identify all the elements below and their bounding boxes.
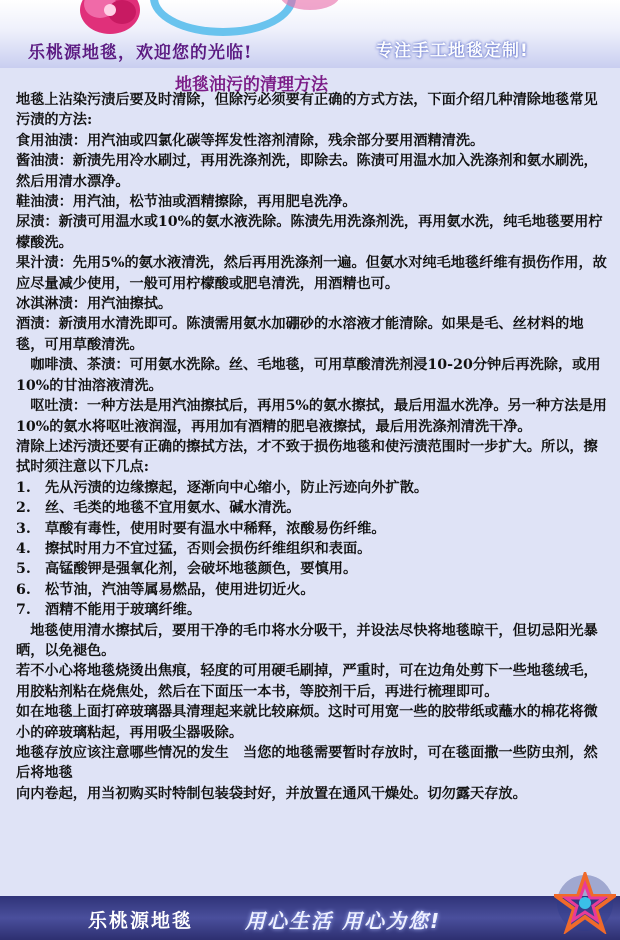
footer-banner — [0, 896, 620, 940]
article-paragraph: 2. 丝、毛类的地毯不宜用氨水、碱水清洗。 — [16, 500, 301, 517]
footer-slogan: 用心生活 用心为您! — [245, 909, 442, 933]
article-paragraph: 4. 擦拭时用力不宜过猛，否则会损伤纤维组织和表面。 — [16, 540, 372, 557]
article-paragraph: 5. 高锰酸钾是强氧化剂，会破坏地毯颜色，要慎用。 — [16, 561, 358, 578]
footer-brand: 乐桃源地毯 — [88, 910, 194, 932]
article-paragraph: 呕吐渍：一种方法是用汽油擦拭后，再用5%的氨水擦拭，最后用温水洗净。另一种方法是用10%的氨水将呕吐液润湿，再用加有酒精的肥皂液擦拭，最后用洗涤剂清洗干净。 — [16, 398, 607, 435]
article-paragraph: 地毯存放应该注意哪些情况的发生 当您的地毯需要暂时存放时，可在毯面撒一些防虫剂，然后将地毯 — [16, 745, 598, 782]
article-paragraph: 酒渍：新渍用水清洗即可。陈渍需用氨水加硼砂的水溶液才能清除。如果是毛、丝材料的地毯，可用草酸清洗。 — [16, 316, 584, 353]
flower-decoration-icon — [70, 0, 150, 38]
article-paragraph: 如在地毯上面打碎玻璃器具清理起来就比较麻烦。这时可用宽一些的胶带纸或蘸水的棉花将微小的碎玻璃粘起，再用吸尘器吸除。 — [16, 704, 598, 741]
article-paragraph: 向内卷起，用当初购买时特制包装袋封好，并放置在通风干燥处。切勿露天存放。 — [16, 785, 527, 802]
header-banner — [0, 0, 620, 68]
article-body — [16, 90, 610, 804]
header-brand-text: 乐桃源地毯，欢迎您的光临! — [28, 43, 253, 63]
article-paragraph: 若不小心将地毯烧烫出焦痕，轻度的可用硬毛刷掉，严重时，可在边角处剪下一些地毯绒毛，用胶粘剂粘在烧焦处，然后在下面压一本书，等胶剂干后，再进行梳理即可。 — [16, 663, 598, 700]
article-paragraph: 3. 草酸有毒性，使用时要有温水中稀释，浓酸易伤纤维。 — [16, 520, 386, 537]
article-paragraph: 6. 松节油，汽油等属易燃品，使用进切近火。 — [16, 581, 315, 598]
article-paragraph: 果汁渍：先用5%的氨水液清洗，然后再用洗涤剂一遍。但氨水对纯毛地毯纤维有损伤作用，故应尽量减少使用，一般可用柠檬酸或肥皂清洗，用酒精也可。 — [16, 255, 607, 292]
article-paragraph: 地毯上沾染污渍后要及时清除，但除污必须要有正确的方式方法，下面介绍几种清除地毯常见污渍的方法: — [16, 92, 598, 129]
article-paragraph: 咖啡渍、茶渍：可用氨水洗除。丝、毛地毯，可用草酸清洗剂浸10-20分钟后再洗除，或用10%的甘油溶液清洗。 — [16, 357, 601, 394]
article-paragraph: 清除上述污渍还要有正确的擦拭方法，才不致于损伤地毯和使污渍范围时一步扩大。所以，擦拭时须注意以下几点: — [16, 438, 598, 476]
article-paragraph: 鞋油渍：用汽油，松节油或酒精擦除，再用肥皂洗净。 — [16, 194, 357, 211]
article-paragraph: 冰淇淋渍：用汽油擦拭。 — [16, 296, 173, 313]
star-logo-icon — [554, 872, 616, 934]
article-paragraph: 1. 先从污渍的边缘擦起，逐渐向中心缩小，防止污迹向外扩散。 — [16, 479, 429, 496]
blue-arc-decoration — [150, 0, 296, 36]
article-paragraph: 食用油渍：用汽油或四氯化碳等挥发性溶剂清除，残余部分要用酒精清洗。 — [16, 132, 485, 149]
article-title: 地毯油污的清理方法 — [175, 75, 328, 95]
article-paragraph: 尿渍：新渍可用温水或10%的氨水液洗除。陈渍先用洗涤剂洗，再用氨水洗，纯毛地毯要用柠檬酸洗。 — [16, 214, 603, 251]
article-paragraph: 地毯使用清水擦拭后，要用干净的毛巾将水分吸干，并设法尽快将地毯晾干，但切忌阳光暴晒，以免褪色。 — [16, 622, 598, 659]
article-paragraph: 酱油渍：新渍先用冷水刷过，再用洗涤剂洗，即除去。陈渍可用温水加入洗涤剂和氨水刷洗，然后用清水漂净。 — [16, 153, 598, 190]
article-paragraph: 7. 酒精不能用于玻璃纤维。 — [16, 602, 202, 619]
header-slogan: 专注手工地毯定制! — [376, 41, 529, 61]
